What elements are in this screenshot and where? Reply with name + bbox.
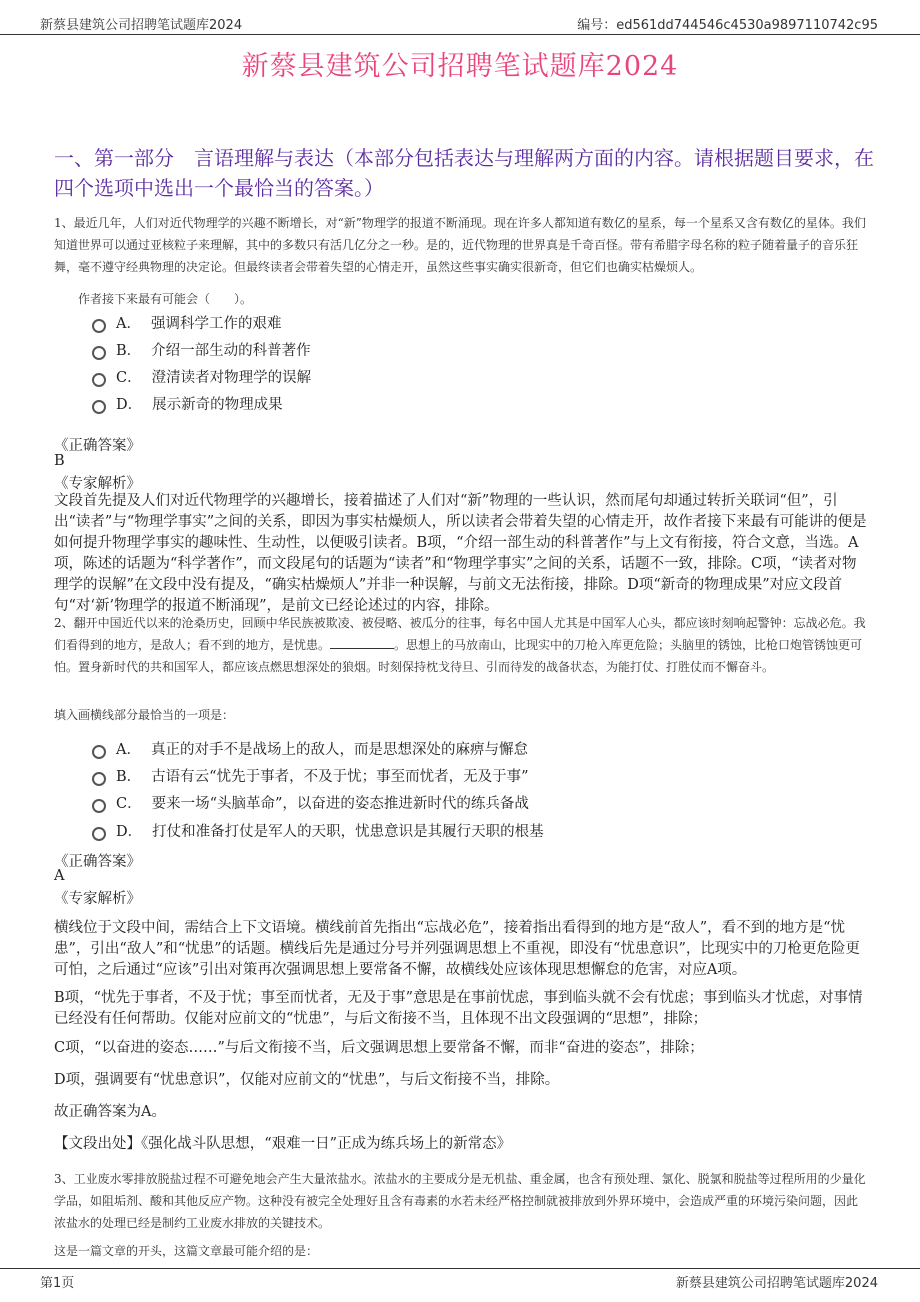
footer-page-number: 第1页 xyxy=(40,1276,75,1291)
radio-icon[interactable] xyxy=(92,799,106,813)
q1-option-d[interactable] xyxy=(92,393,283,414)
q2-option-b[interactable] xyxy=(92,765,528,786)
footer-doc-title: 新蔡县建筑公司招聘笔试题库2024 xyxy=(675,1276,878,1291)
header-doc-title: 新蔡县建筑公司招聘笔试题库2024 xyxy=(40,18,243,33)
option-key: B． xyxy=(116,343,142,359)
option-key: C． xyxy=(116,370,142,386)
option-text: 介绍一部生动的科普著作 xyxy=(151,343,311,359)
q1-answer-label: 《正确答案》 xyxy=(54,438,141,454)
q1-analysis: 文段首先提及人们对近代物理学的兴趣增长，接着描述了人们对“新”物理的一些认识，然而尾句却通过转折关联词“但”，引出“读者”与“物理学事实”之间的关系，即因为事实枯燥烦人，所以读者会带着失望的心情走开，故作者接下来最有可能讲的便是如何提升物理学事实的趣味性、生动性，以便吸引读者。B项，“介绍一部生动的科普著作”与上文有衔接，符合文意，当选。A项，陈述的话题为“科学著作”，而文段尾句的话题为“读者”和“物理学事实”之间的关系，话题不一致，排除。C项，“读者对物理学的误解”在文段中没有提及，“确实枯燥烦人”并非一种误解，与前文无法衔接，排除。D项“新奇的物理成果”对应文段首句“对‘新’物理学的报道不断涌现”，是前文已经论述过的内容，排除。 xyxy=(54,493,867,614)
source-label: 【文段出处】 xyxy=(54,1136,141,1152)
option-text: 澄清读者对物理学的误解 xyxy=(151,370,312,386)
option-text: 强调科学工作的艰难 xyxy=(150,316,282,332)
q2-stem-before: 2、翻开中国近代以来的沧桑历史，回顾中华民族被欺凌、被侵略、被瓜分的往事，每名中国人尤其是中国军人心头，都应该时刻响起警钟：忘战必危。我们看得到的地方，是敌人；看不到的地方，是忧患。 xyxy=(54,616,866,652)
q1-option-b[interactable] xyxy=(92,339,311,360)
radio-icon[interactable] xyxy=(92,346,106,360)
section-heading: 一、第一部分 言语理解与表达（本部分包括表达与理解两方面的内容。请根据题目要求，在四个选项中选出一个最恰当的答案。） xyxy=(54,146,874,200)
option-key: A． xyxy=(116,742,141,758)
q1-answer: B xyxy=(54,453,65,469)
radio-icon[interactable] xyxy=(92,319,106,333)
q1-prompt: 作者接下来最有可能会（ ）。 xyxy=(78,292,253,306)
q2-option-c[interactable] xyxy=(92,792,529,813)
q2-answer-label: 《正确答案》 xyxy=(54,854,141,870)
radio-icon[interactable] xyxy=(92,373,106,387)
q3-stem: 3、工业废水零排放脱盐过程不可避免地会产生大量浓盐水。浓盐水的主要成分是无机盐、重金属，也含有预处理、氯化、脱氯和脱盐等过程所用的少量化学品，如阻垢剂、酸和其他反应产物。这种没有被完全处理好且含有毒素的水若未经严格控制就被排放到外界环境中，会造成严重的环境污染问题，因此浓盐水的处理已经是制约工业废水排放的关键技术。 xyxy=(54,1172,866,1230)
page-header xyxy=(0,0,920,35)
option-key: D． xyxy=(116,824,143,840)
source-text: 《强化战斗队思想，“艰难一日”正成为练兵场上的新常态》 xyxy=(141,1136,512,1152)
fill-blank xyxy=(330,636,394,649)
q1-option-a[interactable] xyxy=(92,312,281,333)
q3-prompt: 这是一篇文章的开头，这篇文章最可能介绍的是： xyxy=(54,1244,319,1258)
q2-answer: A xyxy=(54,868,65,884)
option-text: 古语有云“忧先于事者，不及于忧；事至而忧者，无及于事” xyxy=(151,769,529,785)
q2-analysis-p1: 横线位于文段中间，需结合上下文语境。横线前首先指出“忘战必危”，接着指出看得到的地方是“敌人”，看不到的地方是“忧患”，引出“敌人”和“忧患”的话题。横线后先是通过分号并列强调思想上不重视，即没有“忧患意识”，比现实中的刀枪更危险更可怕，之后通过“应该”引出对策再次强调思想上要常备不懈，故横线处应该体现思想懈怠的危害，对应A项。 xyxy=(54,920,860,978)
q2-stem-after: 。思想上的马放南山，比现实中的刀枪入库更危险；头脑里的锈蚀，比枪口炮管锈蚀更可怕。置身新时代的共和国军人，都应该点燃思想深处的狼烟。时刻保持枕戈待旦、引而待发的战备状态，为能打仗、打胜仗而不懈奋斗。 xyxy=(54,638,863,674)
option-text: 真正的对手不是战场上的敌人，而是思想深处的麻痹与懈怠 xyxy=(150,742,528,758)
q2-source xyxy=(54,1134,868,1155)
radio-icon[interactable] xyxy=(92,745,106,759)
option-key: C． xyxy=(116,796,142,812)
q2-stem xyxy=(54,612,868,678)
option-text: 打仗和准备打仗是军人的天职，忧患意识是其履行天职的根基 xyxy=(152,824,544,840)
radio-icon[interactable] xyxy=(92,772,106,786)
option-key: A． xyxy=(116,316,141,332)
option-key: D． xyxy=(116,397,143,413)
q1-analysis-label: 《专家解析》 xyxy=(54,476,141,492)
q2-option-a[interactable] xyxy=(92,738,528,759)
header-doc-id: 编号：ed561dd744546c4530a9897110742c95 xyxy=(577,18,878,33)
q2-analysis-p5: 故正确答案为A。 xyxy=(54,1104,166,1120)
page-footer-rule xyxy=(0,1268,920,1269)
option-text: 要来一场“头脑革命”，以奋进的姿态推进新时代的练兵备战 xyxy=(151,796,529,812)
q2-analysis-label: 《专家解析》 xyxy=(54,891,141,907)
q2-analysis-p4: D项，强调要有“忧患意识”，仅能对应前文的“忧患”，与后文衔接不当，排除。 xyxy=(54,1072,560,1088)
radio-icon[interactable] xyxy=(92,400,106,414)
document-title: 新蔡县建筑公司招聘笔试题库2024 xyxy=(241,51,679,82)
option-text: 展示新奇的物理成果 xyxy=(152,397,283,413)
q1-option-c[interactable] xyxy=(92,366,311,387)
q2-prompt: 填入画横线部分最恰当的一项是： xyxy=(54,708,235,722)
q2-option-d[interactable] xyxy=(92,820,544,841)
q1-stem: 1、最近几年，人们对近代物理学的兴趣不断增长，对“新”物理学的报道不断涌现。现在许多人都知道有数亿的星系，每一个星系又含有数亿的星体。我们知道世界可以通过亚核粒子来理解，其中的多数只有活几亿分之一秒。是的，近代物理的世界真是千奇百怪。带有希腊字母名称的粒子随着量子的音乐狂舞，毫不遵守经典物理的决定论。但最终读者会带着失望的心情走开，虽然这些事实确实很新奇，但它们也确实枯燥烦人。 xyxy=(54,216,866,274)
q2-analysis-p3: C项，“以奋进的姿态……”与后文衔接不当，后文强调思想上要常备不懈，而非“奋进的姿态”，排除； xyxy=(54,1040,704,1056)
option-key: B． xyxy=(116,769,142,785)
q2-analysis-p2: B项，“忧先于事者，不及于忧；事至而忧者，无及于事”意思是在事前忧虑，事到临头就不会有忧虑；事到临头才忧虑，对事情已经没有任何帮助。仅能对应前文的“忧患”，与后文衔接不当，且体现不出文段强调的“思想”，排除； xyxy=(54,990,863,1027)
radio-icon[interactable] xyxy=(92,827,106,841)
